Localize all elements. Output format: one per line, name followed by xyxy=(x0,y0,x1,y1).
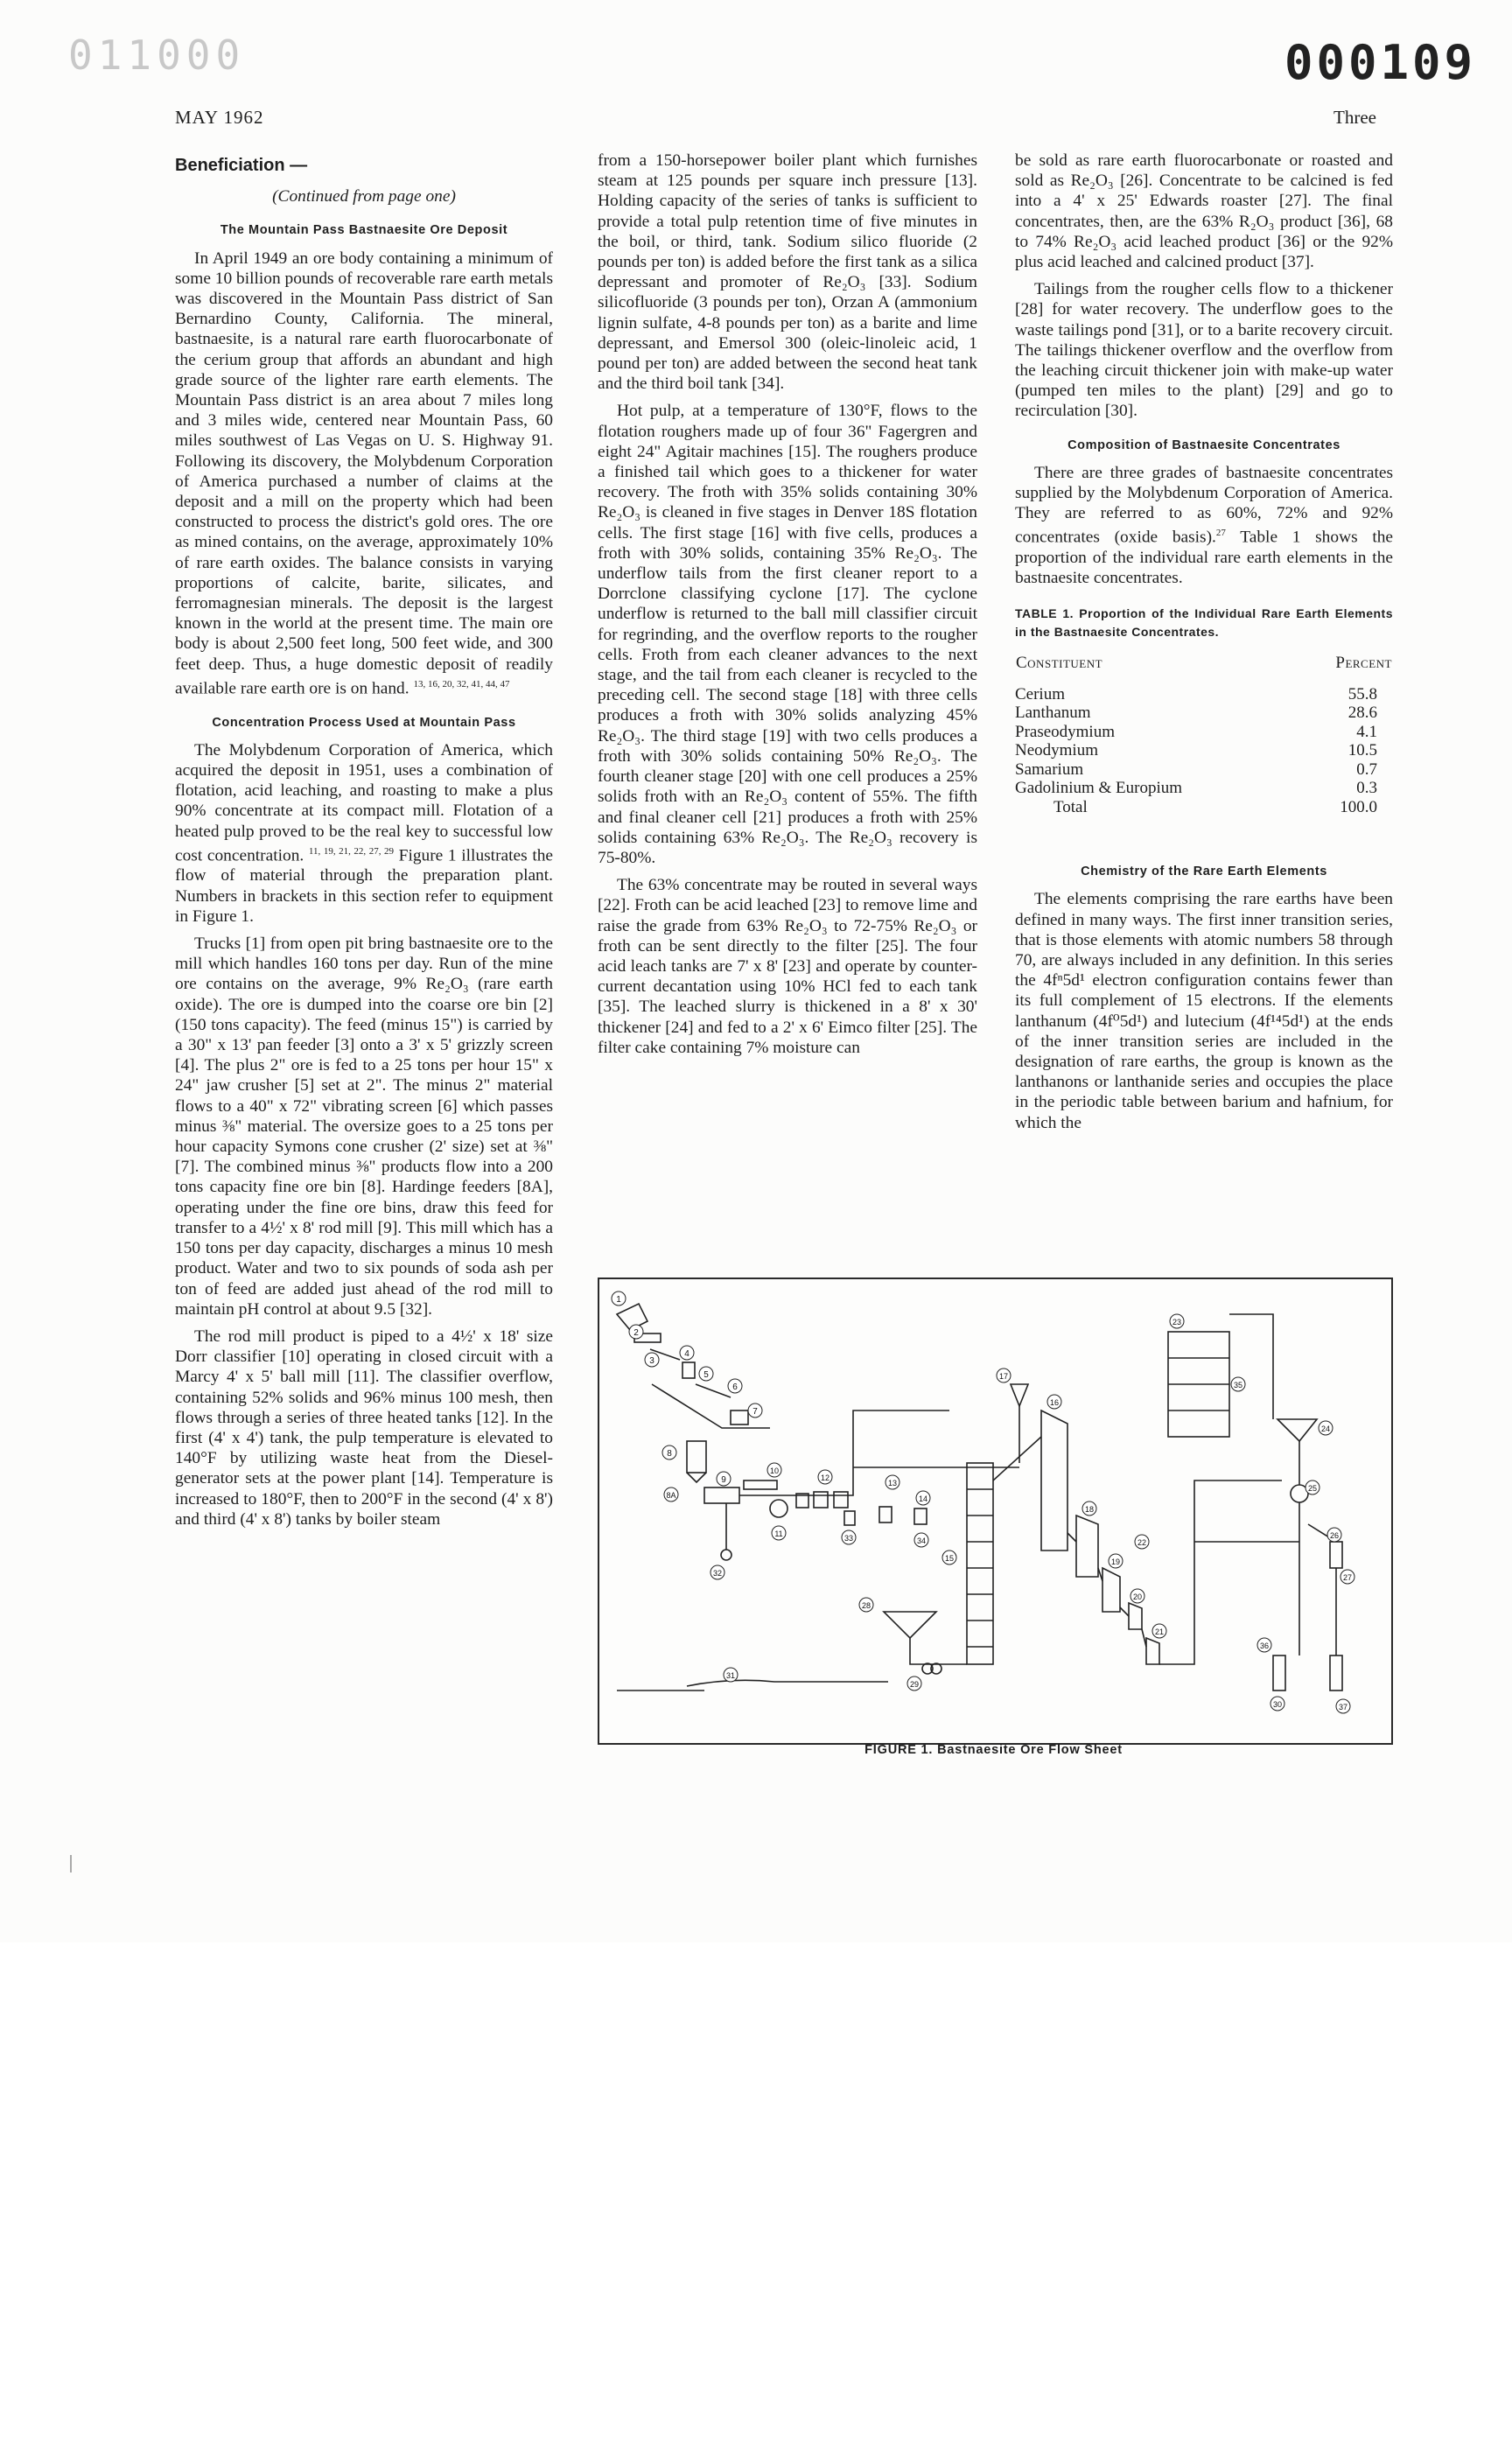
paragraph: The elements comprising the rare earths have been defined in many ways. The first inner transition series, that is those elements with atomic numbers 58 through 70, are always included in any definition. In this series the 4fⁿ5d¹ electron configuration contains fewer than its full complement of 15 electrons. If the elements lanthanum (4f⁰5d¹) and lutecium (4f¹⁴5d¹) at the ends of the inner transition series are included in the designation of rare earths, the group is known as the lanthanons or lanthanide series and occupies the place in the periodic table between barium and hafnium, for which the xyxy=(1015,890,1393,1132)
header-constituent: Constituent xyxy=(1016,653,1103,672)
equipment-number-labels xyxy=(612,1292,1354,1713)
cleaner-21 xyxy=(1146,1638,1159,1664)
equipment-number: 12 xyxy=(820,1474,830,1482)
paragraph: There are three grades of bastnaesite concentrates supplied by the Molybdenum Corporation of America. They are referred to as 60%, 72% and 92% concentrates (oxide basis).$^{27}$ Table 1 shows the proportion of the individual rare earth elements in the bastnaesite concentrates. xyxy=(1015,463,1394,588)
heading-concentration: Concentration Process Used at Mountain Pass xyxy=(212,715,516,730)
equipment-number: 7 xyxy=(752,1407,758,1417)
table-row xyxy=(1015,723,1393,742)
rod-mill xyxy=(704,1488,739,1503)
tailings-pond xyxy=(687,1680,888,1686)
table-header-row xyxy=(1015,652,1393,685)
figure-caption: FIGURE 1. Bastnaesite Ore Flow Sheet xyxy=(864,1743,1123,1757)
equipment-number: 31 xyxy=(725,1671,736,1680)
paragraph: Tailings from the rougher cells flow to a thickener [28] for water recovery. The underflow goes to the waste tailings pond [31], or to a barite recovery circuit. The tailings thickener overflow and the overflow from the leaching circuit thickener join with make-up water (pumped ten miles to the plant) [29] and go to recirculation [30]. xyxy=(1015,280,1393,421)
cleaner-19 xyxy=(1102,1568,1120,1612)
cell-percent: 55.8 xyxy=(1348,684,1377,704)
flow-sheet-diagram xyxy=(599,1279,1391,1743)
equipment-number: 30 xyxy=(1272,1700,1283,1709)
cleaner-16 xyxy=(1041,1410,1068,1550)
cell-percent: 10.5 xyxy=(1348,741,1377,760)
paragraph: be sold as rare earth fluorocarbonate or roasted and sold as Re₂O₃ [26]. Concentrate to be calcined is fed into a 4' x 25' Edwards roaster [27]. The final concentrates, then, are the 63% R₂O₃ product [36], 68 to 74% Re₂O₃ acid leached product [36] or the 92% plus acid leached and calcined product [37]. xyxy=(1015,151,1393,272)
composition-table xyxy=(1015,652,1393,817)
equipment-number: 29 xyxy=(909,1680,920,1689)
cleaner-20 xyxy=(1129,1603,1142,1629)
equipment-number: 2 xyxy=(634,1328,639,1338)
equipment-number: 1 xyxy=(616,1295,621,1305)
equipment-number: 23 xyxy=(1172,1318,1182,1326)
equipment-number: 17 xyxy=(998,1372,1009,1381)
equipment-number: 5 xyxy=(704,1370,709,1380)
fine-ore-bin xyxy=(687,1441,706,1473)
equipment-number: 16 xyxy=(1049,1398,1060,1407)
paragraph: The 63% concentrate may be routed in several ways [22]. Froth can be acid leached [23] to remove lime and raise the grade from 63% Re₂O₃ to 72-75% Re₂O₃ or froth can be sent directly to the filter [25]. The four acid leach tanks are 7' x 8' [23] and operate by counter-current decantation using 10% HCl fed to each tank [35]. The leached slurry is thickened in a 8' x 30' thickener [24] and fed to a 2' x 6' Eimco filter [25]. The filter cake containing 7% moisture can xyxy=(598,876,977,1057)
equipment-number: 4 xyxy=(684,1349,690,1359)
equipment-number: 34 xyxy=(916,1536,927,1545)
heading-chemistry: Chemistry of the Rare Earth Elements xyxy=(1081,864,1327,879)
cell-constituent: Samarium xyxy=(1015,760,1084,779)
equipment-number: 32 xyxy=(712,1569,723,1578)
paragraph: Hot pulp, at a temperature of 130°F, flows to the flotation roughers made up of four 36" Fagergren and eight 24" Agitair machines [15]. The roughers produce a finished tail which goes to a thickener for water recovery. The froth with 35% solids containing 30% Re₂O₃ is cleaned in five stages in Denver 18S flotation cells. The first stage [16] with five cells, produces a froth with 30% solids, containing 35% Re₂O₃. The underflow tails from the first cleaner report to a Dorrclone classifying cyclone [17]. The cyclone underflow is returned to the ball mill classifier circuit for regrinding, and the overflow reports to the rougher cells. Froth from each cleaner advances to the next stage, and the tail from each cleaner is recycled to the preceding cell. The second stage [18] with three cells produces a froth with 30% solids analyzing 45% Re₂O₃. The third stage [19] with two cells produces a froth with 30% solids containing 50% Re₂O₃. The fourth cleaner stage [20] with one cell produces a 25% solids froth with an Re₂O₃ content of 55%. The fifth and final cleaner cell [21] produces a froth with 25% solids containing 63% Re₂O₃. The Re₂O₃ recovery is 75-80%. xyxy=(598,402,977,867)
section-title: Beneficiation — xyxy=(175,156,308,175)
heat-tank-2 xyxy=(814,1492,828,1508)
product-bin-36 xyxy=(1273,1656,1285,1690)
table-total-row xyxy=(1015,798,1393,817)
equipment-number: 14 xyxy=(918,1494,928,1503)
heat-tank-3 xyxy=(834,1492,848,1508)
equipment-number: 35 xyxy=(1233,1381,1243,1390)
cell-total-value: 100.0 xyxy=(1340,797,1377,816)
equipment-number: 26 xyxy=(1329,1531,1340,1540)
cell-constituent: Gadolinium & Europium xyxy=(1015,779,1183,798)
thickener-24 xyxy=(1278,1419,1317,1441)
equipment-number: 22 xyxy=(1137,1538,1147,1547)
equipment-number: 8A xyxy=(666,1491,676,1500)
reference-list: 13, 16, 20, 32, 41, 44, 47 xyxy=(413,678,510,690)
cone-crusher xyxy=(731,1410,748,1424)
paragraph: The Molybdenum Corporation of America, which acquired the deposit in 1951, uses a combination of flotation, acid leaching, and roasting to make a plus 90% concentrate at its compact mill. Flotation of a heated pulp proved to be the real key to successful low cost concentration. $^{11, 19, 21, 22, 27, 29}$ Figure 1 illustrates the flow of material through the preparation plant. Numbers in brackets in this section refer to equipment in Figure 1. xyxy=(175,740,554,926)
equipment-number: 21 xyxy=(1154,1628,1165,1636)
cell-constituent: Praseodymium xyxy=(1015,722,1115,741)
column-2 xyxy=(598,150,977,1065)
vibrating-screen xyxy=(696,1384,731,1397)
table-row xyxy=(1015,779,1393,798)
heading-composition: Composition of Bastnaesite Concentrates xyxy=(1068,438,1340,452)
roaster-27 xyxy=(1330,1542,1342,1568)
table-body xyxy=(1015,685,1393,817)
column-3 xyxy=(1015,150,1393,1140)
scan-mark xyxy=(70,1855,72,1872)
equipment-number: 27 xyxy=(1342,1573,1353,1582)
reagent-feeder-33 xyxy=(844,1511,855,1525)
cell-total-label: Total xyxy=(1054,797,1088,816)
equipment-number: 9 xyxy=(721,1475,726,1485)
flow-sheet-figure xyxy=(598,1278,1393,1745)
header-percent: Percent xyxy=(1335,653,1392,672)
jaw-crusher xyxy=(682,1362,695,1378)
reference-list: 27 xyxy=(1215,528,1226,539)
cyclone xyxy=(1011,1384,1028,1406)
equipment-number: 6 xyxy=(732,1382,738,1392)
table-caption: TABLE 1. Proportion of the Individual Rare Earth Elements in the Bastnaesite Concentrates. xyxy=(1015,606,1393,639)
cell-percent: 0.7 xyxy=(1356,760,1377,779)
product-bin-37 xyxy=(1330,1656,1342,1690)
paragraph: The rod mill product is piped to a 4½' x 18' size Dorr classifier [10] operating in closed circuit with a Marcy 4' x 5' ball mill [11]. The classifier overflow, containing 52% solids and 96% minus 100 mesh, then flows through a series of three heated tanks [12]. In the first (4' x 4') tank, the pulp temperature is elevated to 140°F by utilizing waste heat from the Diesel-generator sets at the power plant [14]. Temperature is increased to 180°F, then to 200°F in the second (4' x 8') and third (4' x 8') tanks by boiler steam xyxy=(175,1326,553,1529)
equipment-number: 11 xyxy=(774,1530,783,1538)
equipment-number: 33 xyxy=(844,1534,854,1543)
tailings-thickener xyxy=(884,1612,936,1638)
equipment-number: 3 xyxy=(649,1356,654,1366)
equipment-number: 25 xyxy=(1307,1484,1318,1493)
equipment-number: 24 xyxy=(1320,1424,1331,1433)
equipment-number: 13 xyxy=(887,1479,898,1488)
cell-percent: 28.6 xyxy=(1348,704,1377,723)
cell-percent: 0.3 xyxy=(1356,779,1377,798)
archive-stamp: 011000 xyxy=(68,32,246,79)
table-row xyxy=(1015,741,1393,760)
equipment-number: 20 xyxy=(1132,1592,1143,1601)
paragraph: Trucks [1] from open pit bring bastnaesite ore to the mill which handles 160 tons per day. Run of the mine ore contains on the average, 9% Re₂O₃ (rare earth oxide). The ore is dumped into the coarse ore bin [2] (150 tons capacity). The feed (minus 15") is carried by a 30" x 13' pan feeder [3] onto a 3' x 5' grizzly screen [4]. The plus 2" ore is fed to a 25 tons per hour 15" x 24" jaw crusher [5] set at 2". The minus 2" material flows to a 40" x 72" vibrating screen [6] which passes minus ⅜" material. The oversize goes to a 25 tons per hour capacity Symons cone crusher (2' size) set at ⅜" [7]. The combined minus ⅜" products flow into a 200 tons capacity fine ore bin [8]. Hardinge feeders [8A], operating under the fine ore bins, draw this feed for transfer to a 4½' x 8' rod mill [9]. This mill which has a 150 tons per day capacity, discharges a minus 10 mesh product. Water and two to six pounds of soda ash per ton of feed are added just ahead of the rod mill to maintain pH control at about 9.5 [32]. xyxy=(175,934,553,1319)
equipment-number: 10 xyxy=(769,1466,780,1475)
table-row xyxy=(1015,760,1393,780)
paragraph: from a 150-horsepower boiler plant which furnishes steam at 125 pounds per square inch pressure [13]. Holding capacity of the series of tanks is sufficient to provide a total pulp retention time of five minutes in the boil, or third, tank. Sodium silico fluoride (2 pounds per ton) is added before the first tank as a silica depressant and promoter of Re₂O₃ [33]. Sodium silicofluoride (3 pounds per ton), Orzan A (ammonium lignin sulfate, 4-8 pounds per ton) as a barite and lime depressant, and Emersol 300 (oleic-linoleic acid, 1 pound per ton) are added between the second heat tank and the third boil tank [34]. xyxy=(598,151,977,394)
classifier xyxy=(744,1480,777,1489)
equipment-number: 15 xyxy=(944,1554,955,1563)
ball-mill xyxy=(770,1500,788,1517)
reference-list: 11, 19, 21, 22, 27, 29 xyxy=(308,845,395,857)
cell-constituent: Neodymium xyxy=(1015,741,1098,760)
equipment-number: 18 xyxy=(1084,1505,1095,1514)
reagent-feeder-34 xyxy=(914,1508,927,1524)
table-row xyxy=(1015,685,1393,704)
issue-date: MAY 1962 xyxy=(175,107,264,128)
heading-ore-deposit: The Mountain Pass Bastnaesite Ore Deposit xyxy=(220,223,508,238)
rougher-cells xyxy=(967,1463,993,1664)
cleaner-18 xyxy=(1076,1516,1098,1577)
page-word: Three xyxy=(1334,107,1376,128)
column-1 xyxy=(175,150,553,1536)
cell-percent: 4.1 xyxy=(1356,722,1377,741)
table-row xyxy=(1015,704,1393,723)
cell-constituent: Cerium xyxy=(1015,684,1065,704)
steam-tank xyxy=(879,1507,892,1522)
equipment-number: 28 xyxy=(861,1601,872,1610)
equipment-number: 19 xyxy=(1110,1558,1121,1566)
equipment-number: 37 xyxy=(1338,1703,1348,1712)
pump-32 xyxy=(721,1550,732,1560)
continued-note: (Continued from page one) xyxy=(272,187,456,206)
equipment-number: 36 xyxy=(1259,1642,1270,1650)
page-number-stamp: 000109 xyxy=(1284,35,1477,90)
cell-constituent: Lanthanum xyxy=(1015,704,1091,723)
equipment-number: 8 xyxy=(667,1449,672,1459)
paragraph: In April 1949 an ore body containing a minimum of some 10 billion pounds of recoverable rare earth metals was discovered in the Mountain Pass district of San Bernardino County, California. The mineral, bastnaesite, is a natural rare earth fluorocarbonate of the cerium group that affords an abundant and high grade source of the lighter rare earth elements. The Mountain Pass district is an area about 7 miles long and 3 miles wide, centered near Mountain Pass, 60 miles southwest of Las Vegas on U. S. Highway 91. Following its discovery, the Molybdenum Corporation of America purchased a number of claims at the deposit and a mill on the property which had been constructed to process the district's gold ores. The ore as mined contains, on the average, approximately 10% of rare earth oxides. The balance consists in varying proportions of calcite, barite, silicates, and ferromagnesian minerals. The deposit is the largest known in the world at the present time. The main ore body is about 2,500 feet long, 500 feet wide, and 300 feet deep. Thus, a huge domestic deposit of readily available rare earth ore is on hand. $^{13, 16, 20, 32, 41, 44, 47}$ xyxy=(175,248,553,698)
